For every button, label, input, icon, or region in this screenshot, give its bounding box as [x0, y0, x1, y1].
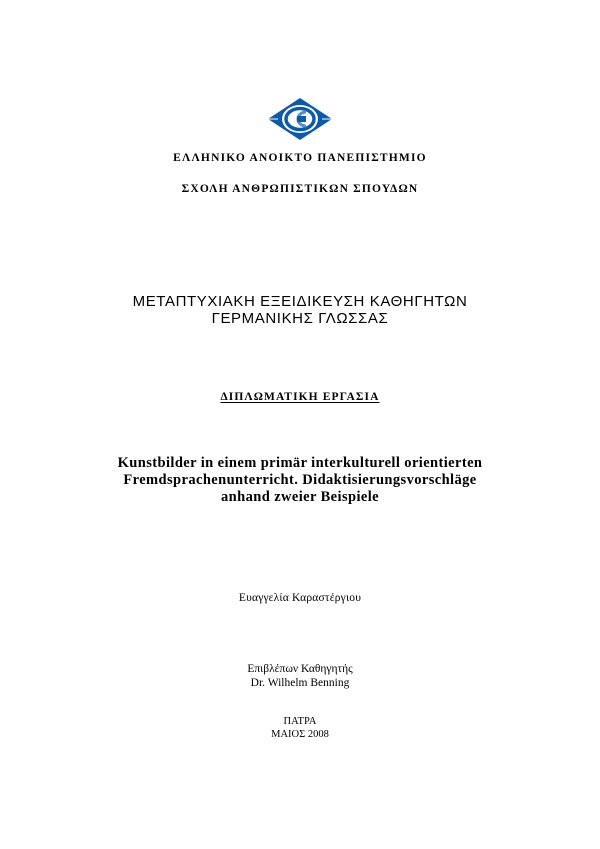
university-name: ΕΛΛΗΝΙΚΟ ΑΝΟΙΚΤΟ ΠΑΝΕΠΙΣΤΗΜΙΟ [173, 152, 427, 164]
place-date-block [0, 715, 600, 741]
thesis-title-line-1: Kunstbilder in einem primär interkulturell orientierten [117, 455, 483, 471]
supervisor-label: Επιβλέπων Καθηγητής [247, 663, 353, 675]
thesis-title-line-3: anhand zweier Beispiele [221, 489, 379, 505]
program-title [0, 293, 600, 327]
program-title-line-1: ΜΕΤΑΠΤΥΧΙΑΚΗ ΕΞΕΙΔΙΚΕΥΣΗ ΚΑΘΗΓΗΤΩΝ [132, 293, 468, 310]
author-name: Ευαγγελία Καραστέργιου [238, 592, 362, 604]
supervisor-name: Dr. Wilhelm Benning [250, 677, 350, 689]
thesis-type-label: ΔΙΠΛΩΜΑΤΙΚΗ ΕΡΓΑΣΙΑ [220, 391, 380, 403]
thesis-type-heading [0, 391, 600, 403]
program-title-line-2: ΓΕΡΜΑΝΙΚΗΣ ΓΛΩΣΣΑΣ [211, 310, 389, 327]
thesis-title [0, 455, 600, 506]
supervisor-block [0, 662, 600, 690]
thesis-title-line-2: Fremdsprachenunterricht. Didaktisierungsvorschläge [123, 472, 477, 488]
university-logo-icon [266, 96, 334, 142]
date: ΜΑΙΟΣ 2008 [271, 729, 329, 740]
school-name: ΣΧΟΛΗ ΑΝΘΡΩΠΙΣΤΙΚΩΝ ΣΠΟΥΔΩΝ [181, 183, 419, 195]
city: ΠΑΤΡΑ [283, 716, 317, 727]
